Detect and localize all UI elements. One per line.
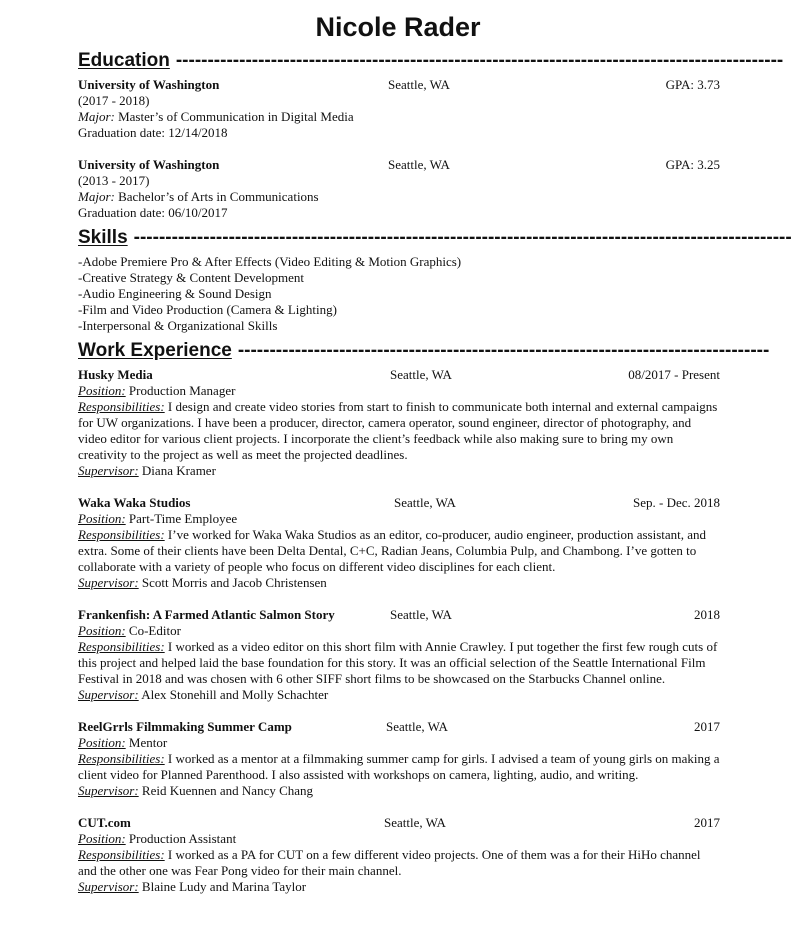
skills-heading-text: Skills (78, 227, 128, 248)
school-name: University of Washington (78, 157, 220, 172)
job-supervisor: Supervisor: Blaine Ludy and Marina Taylor (78, 879, 307, 894)
job-position: Position: Co-Editor (78, 623, 181, 638)
job-location: Seattle, WA (386, 719, 448, 734)
work-heading-text: Work Experience (78, 340, 232, 361)
job-entry (78, 719, 720, 799)
job-entry (78, 367, 720, 479)
job-date: 08/2017 - Present (628, 367, 720, 382)
job-location: Seattle, WA (390, 367, 452, 382)
resume-name: Nicole Rader (315, 12, 481, 42)
job-responsibilities: Responsibilities: I’ve worked for Waka Waka Studios as an editor, co-producer, audio engineer, production assistant, and extra. Some of their clients have been Delta Dental, C+C, Radian Jeans, Columbia Pulp, and Chambong. I’ve gotten to collaborate with a variety of people who focus on different video disciplines for each client. (78, 527, 707, 574)
skill-item: -Audio Engineering & Sound Design (78, 286, 272, 301)
job-title: Waka Waka Studios (78, 495, 191, 510)
job-responsibilities: Responsibilities: I worked as a mentor at a filmmaking summer camp for girls. I advised a team of young girls on making a client video for Planned Parenthood. I also assisted with workshops on camera, lighting, audio, and writing. (78, 751, 720, 782)
job-location: Seattle, WA (390, 607, 452, 622)
heading-rule: -------------------------------------------------------------------------------------------------------- (133, 227, 792, 248)
job-date: 2018 (694, 607, 720, 622)
school-location: Seattle, WA (388, 157, 450, 172)
skill-item: -Film and Video Production (Camera & Lighting) (78, 302, 337, 317)
work-heading (78, 340, 770, 364)
education-entry (78, 157, 720, 221)
job-location: Seattle, WA (384, 815, 446, 830)
gpa: GPA: 3.25 (665, 157, 720, 172)
job-title: Frankenfish: A Farmed Atlantic Salmon Story (78, 607, 335, 622)
major-line: Major: Bachelor’s of Arts in Communications (78, 189, 319, 204)
graduation-date: Graduation date: 12/14/2018 (78, 125, 228, 140)
job-entry (78, 815, 720, 895)
job-supervisor: Supervisor: Reid Kuennen and Nancy Chang (78, 783, 314, 798)
skills-list (78, 254, 720, 334)
skill-item: -Adobe Premiere Pro & After Effects (Video Editing & Motion Graphics) (78, 254, 462, 269)
job-supervisor: Supervisor: Alex Stonehill and Molly Schachter (78, 687, 329, 702)
job-position: Position: Production Manager (78, 383, 236, 398)
school-years: (2017 - 2018) (78, 93, 150, 108)
job-title: CUT.com (78, 815, 131, 830)
job-position: Position: Part-Time Employee (78, 511, 238, 526)
job-position: Position: Mentor (78, 735, 168, 750)
heading-rule: ------------------------------------------------------------------------------------------------ (175, 50, 784, 71)
skills-heading (78, 227, 792, 251)
school-name: University of Washington (78, 77, 220, 92)
job-date: 2017 (694, 815, 720, 830)
job-title: Husky Media (78, 367, 153, 382)
job-responsibilities: Responsibilities: I worked as a video editor on this short film with Annie Crawley. I put together the first few rough cuts of this project and helped laid the base foundation for this story. It was an official selection of the Seattle International Film Festival in 2018 and was chosen with 6 other SIFF short films to be showcased on the Starbucks Channel online. (78, 639, 718, 686)
education-heading (78, 50, 784, 74)
gpa: GPA: 3.73 (665, 77, 720, 92)
job-title: ReelGrrls Filmmaking Summer Camp (78, 719, 292, 734)
job-position: Position: Production Assistant (78, 831, 237, 846)
education-entry (78, 77, 720, 141)
graduation-date: Graduation date: 06/10/2017 (78, 205, 228, 220)
heading-rule: ------------------------------------------------------------------------------------ (237, 340, 770, 361)
job-location: Seattle, WA (394, 495, 456, 510)
skill-item: -Interpersonal & Organizational Skills (78, 318, 278, 333)
job-entry (78, 495, 720, 591)
job-responsibilities: Responsibilities: I worked as a PA for CUT on a few different video projects. One of them was a for their HiHo channel and the other one was Fear Pong video for their main channel. (78, 847, 701, 878)
job-responsibilities: Responsibilities: I design and create video stories from start to finish to communicate both internal and external campaigns for UW organizations. I have been a producer, director, camera operator, sound engineer, director of photography, and video editor for various client projects. I incorporate the client’s feedback while also making sure to bring my own creativity to the project as well as meet the projected deadlines. (78, 399, 718, 462)
skill-item: -Creative Strategy & Content Development (78, 270, 304, 285)
school-years: (2013 - 2017) (78, 173, 150, 188)
job-supervisor: Supervisor: Scott Morris and Jacob Christensen (78, 575, 327, 590)
major-line: Major: Master’s of Communication in Digital Media (78, 109, 354, 124)
job-date: 2017 (694, 719, 720, 734)
job-entry (78, 607, 720, 703)
school-location: Seattle, WA (388, 77, 450, 92)
job-date: Sep. - Dec. 2018 (632, 495, 720, 510)
education-heading-text: Education (78, 50, 170, 71)
job-supervisor: Supervisor: Diana Kramer (78, 463, 216, 478)
